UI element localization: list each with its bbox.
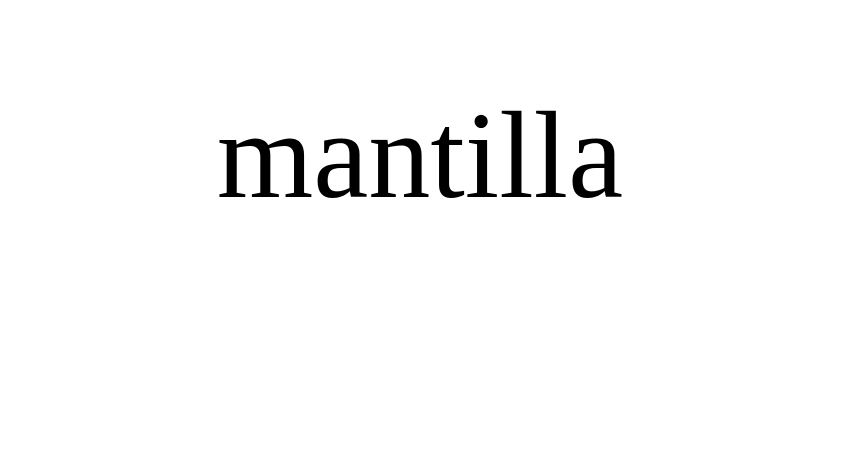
word-text: mantilla <box>216 87 624 224</box>
